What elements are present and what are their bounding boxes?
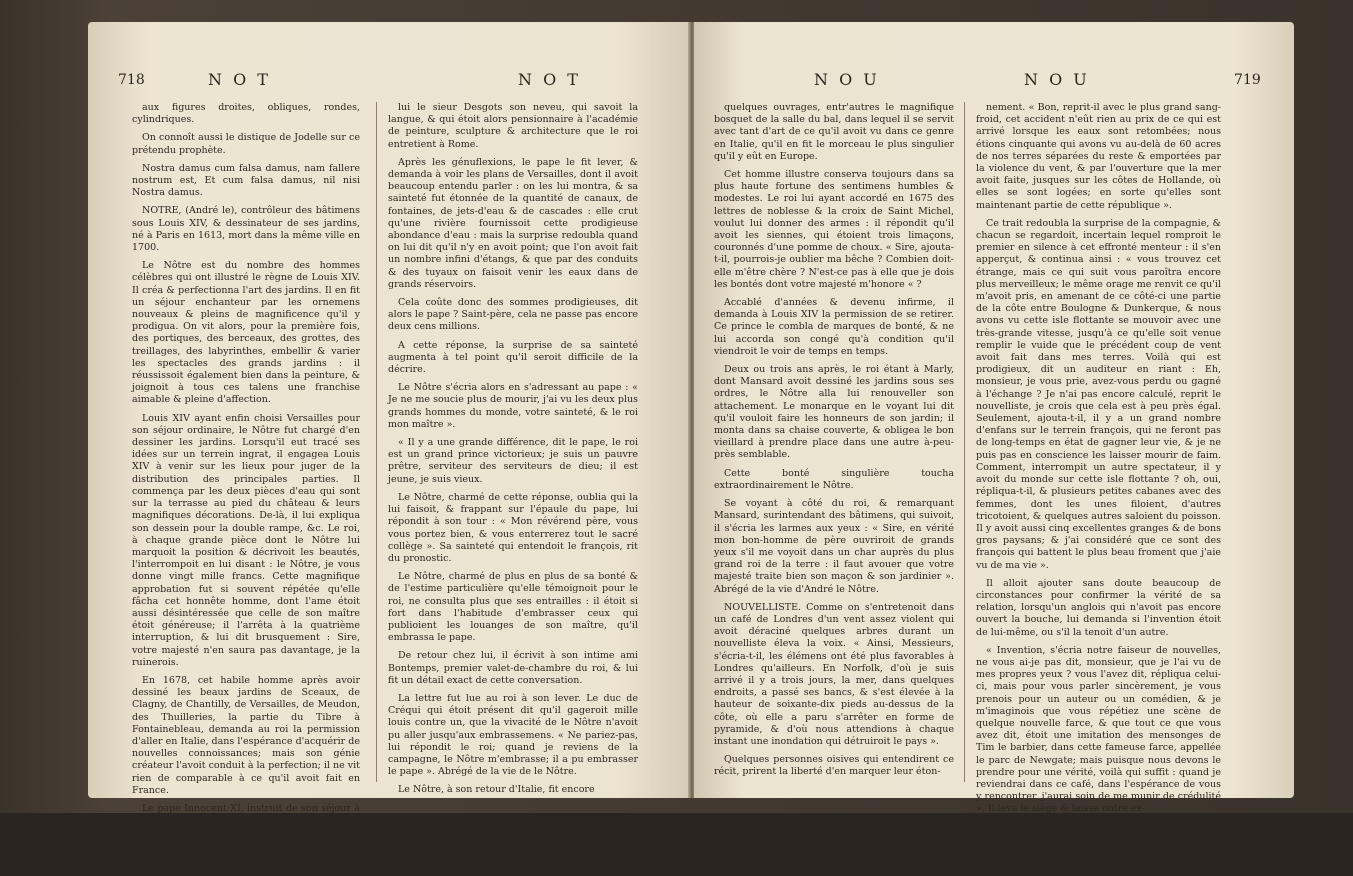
- paragraph: aux figures droites, obliques, rondes, cylindriques.: [132, 102, 360, 126]
- paragraph: Le Nôtre, charmé de cette réponse, oublia qui la lui faisoit, & frappant sur l'épaule du pape, lui répondit à son tour : « Mon révérend père, vous vous portez bien, & vous enterrerez tout le sacré collège ». Sa sainteté qui entendoit le françois, rit du pronostic.: [388, 491, 638, 564]
- paragraph: « Il y a une grande différence, dit le pape, le roi est un grand prince victorieux; je suis un pauvre prêtre, serviteur des serviteurs de dieu; il est jeune, je suis vieux.: [388, 437, 638, 485]
- left-column-1: [132, 102, 360, 876]
- paragraph: Cela coûte donc des sommes prodigieuses, dit alors le pape ? Saint-père, cela ne passe pas encore deux cens millions.: [388, 297, 638, 333]
- paragraph: A cette réponse, la surprise de sa sainteté augmenta à tel point qu'il seroit difficile de la décrire.: [388, 339, 638, 376]
- left-running-head-2: N O T: [518, 70, 581, 89]
- paragraph: Accablé d'années & devenu infirme, il demanda à Louis XIV la permission de se retirer. Ce prince le combla de marques de bonté, & ne lui accorda son congé qu'à condition qu'il viendroit le voir de temps en temps.: [714, 297, 954, 357]
- paragraph: quelques ouvrages, entr'autres le magnifique bosquet de la salle du bal, dans lequel il se servit avec tant d'art de ce qu'il avoit vu dans ce genre en Italie, qu'il en fit le morceau le plus singulier qu'il y eût en Europe.: [714, 102, 954, 162]
- paragraph: Ce trait redoubla la surprise de la compagnie, & chacun se regardoit, incertain lequel romproit le premier en silence à cet effronté menteur : il s'en apperçut, & continua ainsi : « vous trouvez cet étrange, mais ce qui suit vous paroîtra encore plus merveilleux; le même orage me renvit ce qu'il m'avoit pris, en amenant de ce côté-ci une partie de la côte entre Boulogne & Dunkerque, & nous avons vu cette isle flottante se mouvoir avec une très-grande vitesse, jusqu'à ce qu'elle soit venue remplir le vuide que le précédent coup de vent avoit fait dans mes terres. Voilà qui est prodigieux, dit un auditeur en riant : Eh, monsieur, je vous prie, avez-vous perdu ou gagné à l'échange ? Je n'ai pas encore calculé, reprit le nouvelliste, je crois que cela est à peu près égal. Seulement, ajouta-t-il, il y a un grand nombre d'enfans sur le terrein françois, qui ne feront pas de long-temps en état de gagner leur vie, & je ne puis pas en conscience les laisser mourir de faim. Comment, interrompit un autre spectateur, il y avoit du monde sur cette isle flottante ? oh, oui, répliqua-t-il, & plusieurs petites cabanes avec des femmes, dont les unes filoient, d'autres tricotoient, & quelques autres saloient du poisson. Il y avoit aussi cinq excellentes granges & de bons gros paysans; & j'ai considéré que ce sont des françois qui battent le plus beau froment que j'aie vu de ma vie ».: [976, 217, 1221, 571]
- right-running-head-2: N O U: [1024, 70, 1090, 89]
- paragraph: Après les génuflexions, le pape le fit lever, & demanda à voir les plans de Versailles, dont il avoit beaucoup entendu parler : on les lui montra, & sa sainteté fut étonnée de la quantité de canaux, de fontaines, de jets-d'eau & de cascades : elle crut qu'une rivière fournissoit cette prodigieuse abondance d'eau : mais la surprise redoubla quand on lui dit qu'il n'y en avoit point; que l'on avoit fait un nombre infini d'étangs, & que par des conduits & des tuyaux on faisoit venir les eaux dans de grands réservoirs.: [388, 156, 638, 290]
- right-column-2: [976, 102, 1221, 822]
- paragraph: Le pape Innocent XI, instruit de son séjour à Rome par le duc d'Estrées, ambassadeur de France, desira de le voir. Le détail de cette audience a quelque chose de singulier.: [132, 802, 360, 851]
- column-rule: [964, 102, 965, 782]
- left-page: [88, 22, 690, 869]
- right-running-head-1: N O U: [814, 70, 880, 89]
- paragraph: Il alloit ajouter sans doute beaucoup de circonstances pour confirmer la vérité de sa relation, lorsqu'un anglois qui n'avoit pas encore ouvert la bouche, lui demanda si l'invention étoit de lui-même, ou s'il la tenoit d'un autre.: [976, 577, 1221, 638]
- paragraph: Se voyant à côté du roi, & remarquant Mansard, surintendant des bâtimens, qui suivoit, il s'écria les larmes aux yeux : « Sire, en vérité mon bon-homme de père ouvriroit de grands yeux s'il me voyoit dans un char auprès du plus grand roi de la terre : il faut avouer que votre majesté traite bien son maçon & son jardinier ». Abrégé de la vie d'André le Nôtre.: [714, 498, 954, 595]
- paragraph: « Invention, s'écria notre faiseur de nouvelles, ne vous ai-je pas dit, monsieur, que je l'ai vu de mes propres yeux ? vous l'avez dit, répliqua celui-ci, mais pour vous parler sincèrement, je vous prenois pour un auteur ou un comédien, & je m'imaginois que vous répétiez une scène de quelque nouvelle farce, & que tout ce que vous avez dit, étoit une imitation des mensonges de Tim le barbier, dans cette fameuse farce, appellée le parc de Newgate; mais puisque nous devons le prendre pour une vérité, voilà qui suffit : quand je reviendrai dans ce café, dans l'espérance de vous y rencontrer, j'aurai soin de me munir de crédulité ». Il leva le siège & laissa notre ex-: [976, 644, 1221, 815]
- paragraph: Deux ou trois ans après, le roi étant à Marly, dont Mansard avoit dessiné les jardins sous ses ordres, le Nôtre alla lui renouveller son attachement. Le monarque en le voyant lui dit qu'il vouloit faire les honneurs de son jardin; il monta dans sa chaise couverte, & obligea le bon vieillard à prendre place dans une autre à-peu-près semblable.: [714, 364, 954, 461]
- paragraph: Le Nôtre, à son retour d'Italie, fit encore: [398, 784, 595, 796]
- paragraph: Louis XIV ayant enfin choisi Versailles pour son séjour ordinaire, le Nôtre fut chargé d'en dessiner les jardins. Lorsqu'il eut tracé ses idées sur un terrein ingrat, il engagea Louis XIV à venir sur les lieux pour juger de la distribution des principales parties. Il commença par les deux pièces d'eau qui sont sur la terrasse au pied du château & leurs magnifiques décorations. De-là, il lui expliqua son dessein pour la double rampe, &c. Le roi, à chaque grande pièce dont le Nôtre lui marquoit la position & décrivoit les beautés, l'interrompoit en lui disant : le Nôtre, je vous donne vingt mille francs. Cette magnifique approbation fut si souvent répétée qu'elle fâcha cet honnête homme, dont l'ame étoit aussi désintéressée que celle de son maître étoit généreuse; il l'arrêta à la quatrième interruption, & lui dit brusquement : Sire, votre majesté n'en saura pas davantage, je la ruinerois.: [132, 412, 360, 668]
- paragraph: Cet homme illustre conserva toujours dans sa plus haute fortune des sentimens humbles & modestes. Le roi lui ayant accordé en 1675 des lettres de noblesse & la croix de Saint Michel, voulut lui donner des armes : il répondit qu'il avoit les siennes, qui étoient trois limaçons, couronnés d'une pomme de choux. « Sire, ajouta-t-il, pourrois-je oublier ma bêche ? Combien doit-elle m'être chère ? N'est-ce pas à elle que je dois les bontés dont votre majesté m'honore « ?: [714, 169, 954, 290]
- paragraph: Cette bonté singulière toucha extraordinairement le Nôtre.: [714, 467, 954, 491]
- paragraph: nement. « Bon, reprit-il avec le plus grand sang-froid, cet accident n'eût rien au prix de ce qui est arrivé lorsque les eaux sont retombées; nous étions cinquante qui avons vu au-delà de 60 acres de nos terres séparées du reste & emportées par la violence du vent, & par l'ouverture que la mer avoit faite, jusques sur les côtes de Hollande, où elles se sont logées; en sorte qu'elles sont maintenant partie de cette république ».: [976, 102, 1221, 211]
- paragraph: Le Nôtre, charmé de plus en plus de sa bonté & de l'estime particulière qu'elle témoignoit pour le roi, ne consulta plus que ses entrailles : il étoit si fort dans l'habitude d'embrasser ceux qui publioient les louanges de son maître, qu'il embrassa le pape.: [388, 571, 638, 644]
- paragraph: Le Nôtre qui ignoroit l'italien, avoit pris avec: [142, 857, 360, 869]
- paragraph: La lettre fut lue au roi à son lever. Le duc de Créqui qui étoit présent dit qu'il gageroit mille louis contre un, que la vivacité de le Nôtre n'avoit pu aller jusqu'aux embrassemens. « Ne pariez-pas, lui répondit le roi; quand je reviens de la campagne, le Nôtre m'embrasse; il a pu embrasser le pape ». Abrégé de la vie de le Nôtre.: [388, 692, 638, 778]
- paragraph: En 1678, cet habile homme après avoir dessiné les beaux jardins de Sceaux, de Clagny, de Chantilly, de Versailles, de Meudon, des Thuilleries, la partie du Tibre à Fontainebleau, demanda au roi la permission d'aller en Italie, dans l'espérance d'acquérir de nouvelles connoissances; mais son génie créateur l'avoit conduit à la perfection; il ne vit rien de comparable à ce qu'il avoit fait en France.: [132, 674, 360, 796]
- paragraph: Le Nôtre est du nombre des hommes célèbres qui ont illustré le règne de Louis XIV. Il créa & perfectionna l'art des jardins. Il en fit un séjour enchanteur par les ornemens nouveaux & pleins de magnificence qu'il y prodigua. On vit alors, pour la première fois, des portiques, des berceaux, des grottes, des treillages, des labyrinthes, embellir & varier les spectacles des grands jardins : il réussissoit également bien dans la peinture, & joignoit à tous ces talens une franchise aimable & pleine d'affection.: [132, 260, 360, 406]
- paragraph: NOTRE, (André le), contrôleur des bâtimens sous Louis XIV, & dessinateur de ses jardins, né à Paris en 1613, mort dans la même ville en 1700.: [132, 205, 360, 254]
- paragraph: Le Nôtre s'écria alors en s'adressant au pape : « Je ne me soucie plus de mourir, j'ai vu les deux plus grands hommes du monde, votre sainteté, & le roi mon maître ».: [388, 382, 638, 430]
- paragraph: Quelques personnes oisives qui entendirent ce récit, prirent la liberté d'en marquer leur éton-: [714, 754, 954, 778]
- paragraph: NOUVELLISTE. Comme on s'entretenoit dans un café de Londres d'un vent assez violent qui avoit déraciné quelques arbres durant un nouvelliste éleva la voix. « Ainsi, Messieurs, s'écria-t-il, les élémens ont été plus favorables à Londres qu'ailleurs. En Norfolk, d'où je suis arrivé il y a trois jours, la mer, dans quelques endroits, a passé ses bancs, & s'est élevée à la hauteur de soixante-dix pieds au-dessus de la côte, où elle a paru s'arrêter en forme de pyramide, & d'où nous attendions à chaque instant une inondation qui détruiroit le pays ».: [714, 601, 954, 747]
- paragraph: lui le sieur Desgots son neveu, qui savoit la langue, & qui étoit alors pensionnaire à l'académie de peinture, sculpture & architecture que le roi entretient à Rome.: [388, 102, 638, 150]
- paragraph: Nostra damus cum falsa damus, nam fallere nostrum est, Et cum falsa damus, nil nisi Nostra damus.: [132, 162, 360, 199]
- right-page: [694, 22, 1294, 815]
- left-running-head-1: N O T: [208, 70, 271, 89]
- column-rule: [376, 102, 377, 782]
- left-column-2: [388, 102, 638, 803]
- paragraph: De retour chez lui, il écrivit à son intime ami Bontemps, premier valet-de-chambre du roi, & lui fit un détail exact de cette conversation.: [388, 650, 638, 686]
- right-page-number: 719: [1234, 72, 1261, 88]
- paragraph: On connoît aussi le distique de Jodelle sur ce prétendu prophète.: [132, 132, 360, 156]
- right-column-1: [714, 102, 954, 785]
- left-page-number: 718: [118, 72, 145, 88]
